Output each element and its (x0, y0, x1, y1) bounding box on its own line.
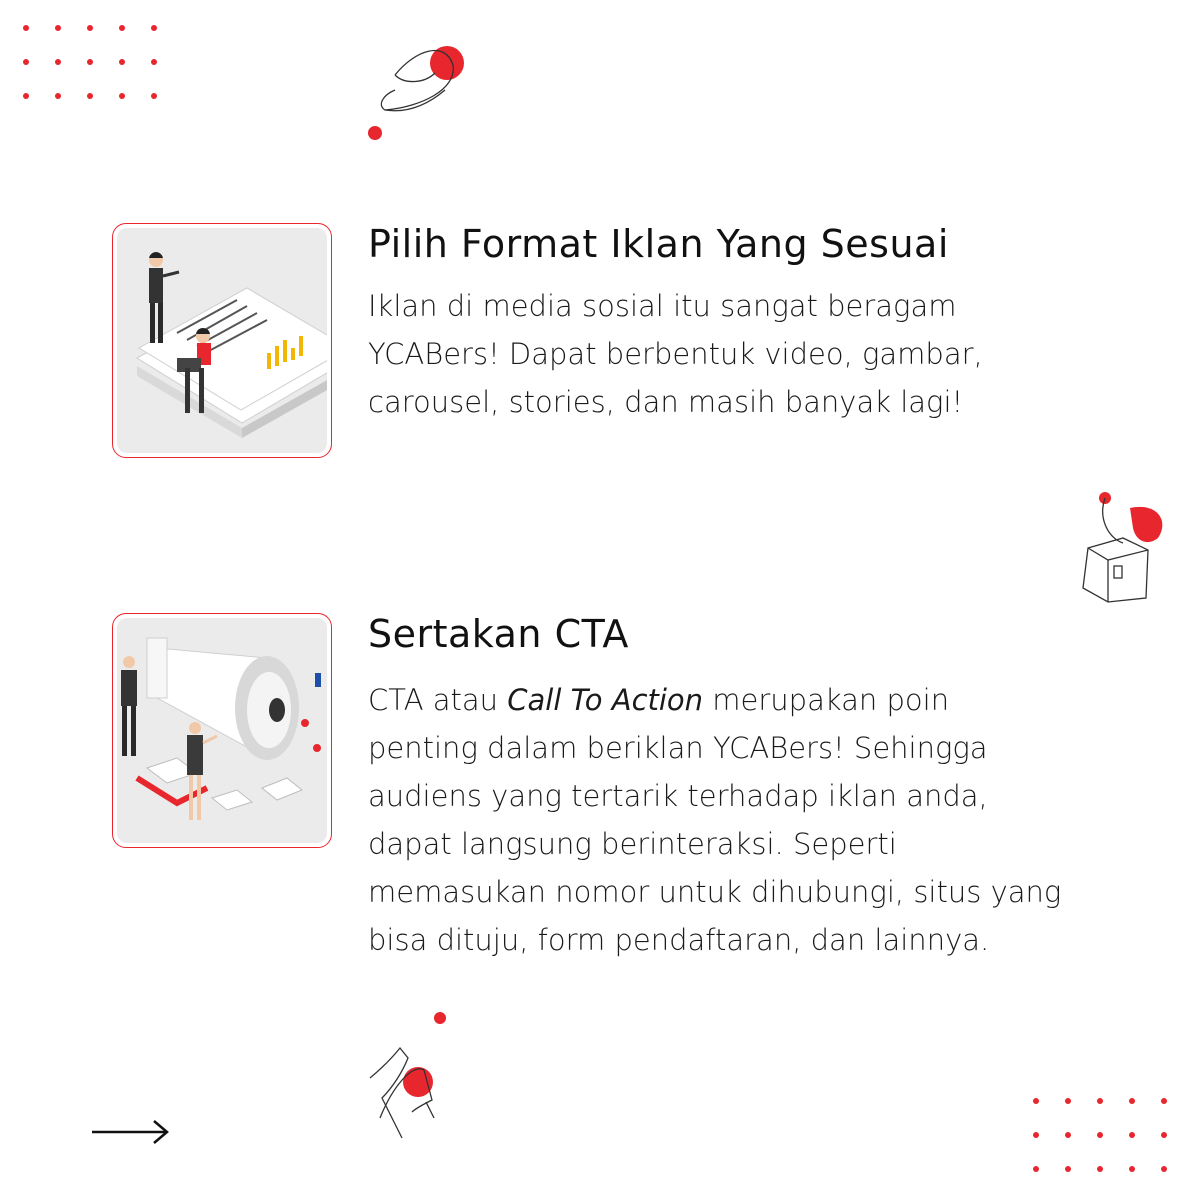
section-body-ad-format (368, 282, 983, 426)
emphasis-call-to-action: Call To Action (507, 683, 704, 717)
body-line: dapat langsung berinteraksi. Seperti (368, 827, 897, 861)
illustration-card-cta (112, 613, 332, 848)
cta-megaphone-illustration (117, 618, 327, 843)
body-text-pre: CTA atau (368, 683, 508, 717)
dot-grid-bottom-right (1030, 1095, 1180, 1175)
body-line: bisa dituju, form pendaftaran, dan lainnya. (368, 923, 990, 957)
high-heel-sketch-icon (362, 1008, 452, 1148)
ad-format-illustration (117, 228, 327, 453)
body-line: carousel, stories, dan masih banyak lagi! (368, 385, 964, 419)
body-line-with-emphasis (368, 676, 1061, 724)
dot-grid-top-left (20, 22, 170, 102)
illustration-card-ad-format (112, 223, 332, 458)
section-title-ad-format: Pilih Format Iklan Yang Sesuai (368, 222, 949, 266)
hat-sketch-icon (365, 35, 475, 145)
section-title-cta: Sertakan CTA (368, 612, 629, 656)
body-line: audiens yang tertarik terhadap iklan anda, (368, 779, 988, 813)
arrow-right-icon[interactable] (90, 1118, 172, 1146)
body-line: Iklan di media sosial itu sangat beragam (368, 289, 957, 323)
body-line: YCABers! Dapat berbentuk video, gambar, (368, 337, 983, 371)
handbag-sketch-icon (1078, 488, 1170, 608)
body-line: memasukan nomor untuk dihubungi, situs yang (368, 875, 1062, 909)
body-text-post: merupakan poin (703, 683, 950, 717)
body-line: penting dalam beriklan YCABers! Sehingga (368, 731, 988, 765)
section-body-cta (368, 676, 1061, 964)
